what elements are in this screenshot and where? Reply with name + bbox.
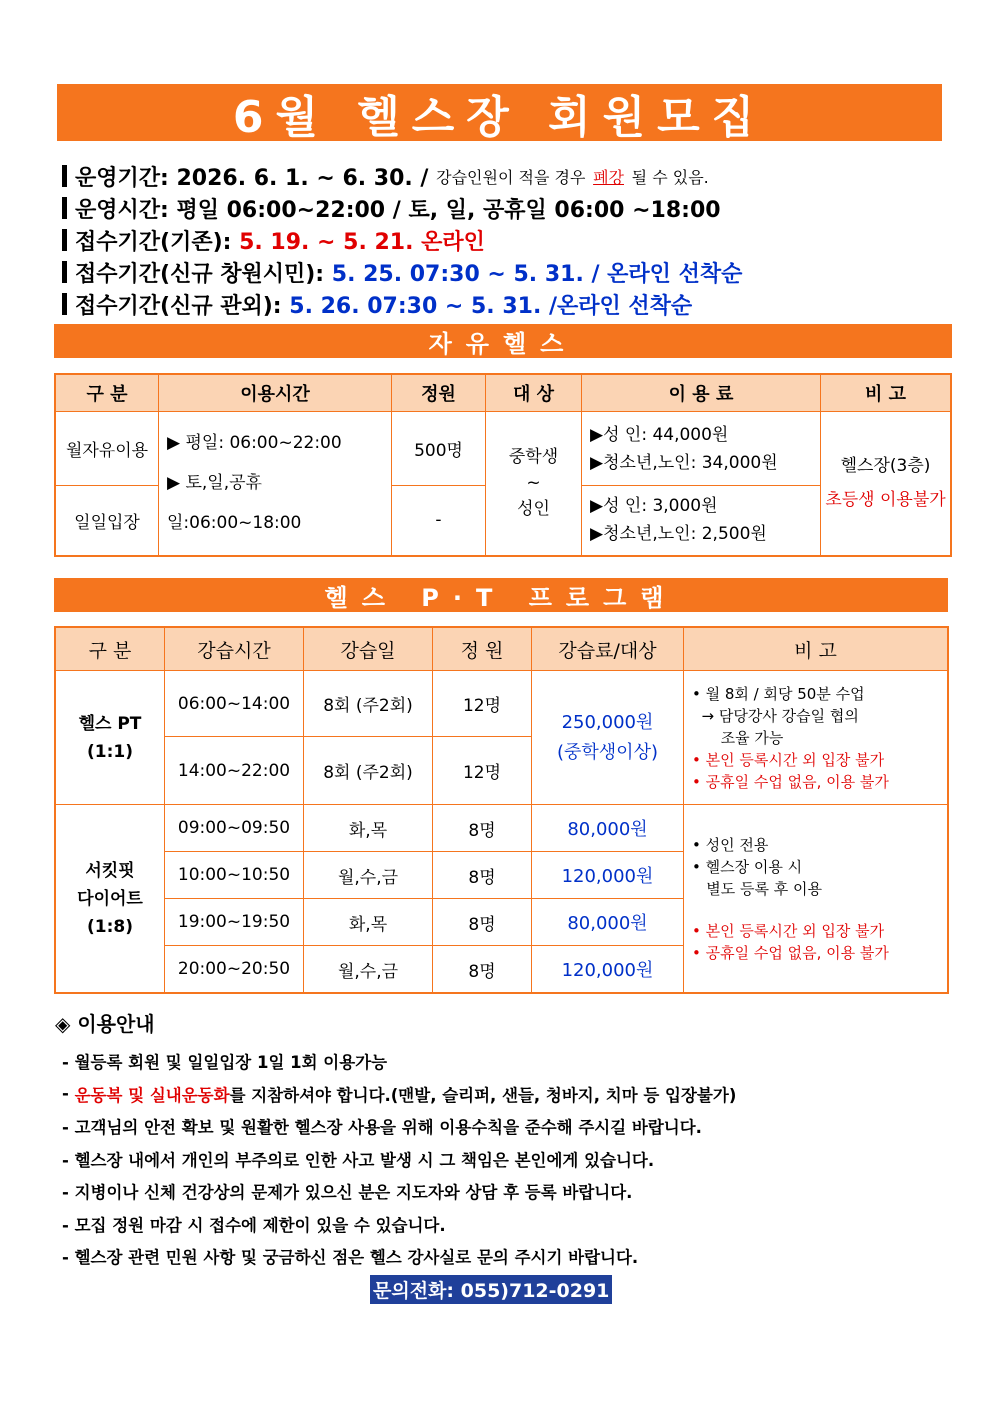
list-item: - 지병이나 신체 건강상의 문제가 있으신 분은 지도자와 상담 후 등록 바랍니다.: [62, 1183, 633, 1203]
guide-title: ◈ 이용안내: [55, 1012, 155, 1036]
table-row: 14:00~22:00 8회 (주2회) 12명: [55, 737, 948, 805]
info-hours: 운영시간: 평일 06:00~22:00 / 토, 일, 공휴일 06:00 ~18:00: [62, 192, 942, 224]
contact-phone: 문의전화: 055)712-0291: [370, 1275, 612, 1304]
table-row: 19:00~19:50 화,목 8명 80,000원: [55, 899, 948, 946]
info-period: 운영기간: 2026. 6. 1. ~ 6. 30. / 강습인원이 적을 경우 폐강 될 수 있음.: [62, 160, 942, 192]
list-item: - 모집 정원 마감 시 접수에 제한이 있을 수 있습니다.: [62, 1215, 446, 1235]
free-health-section-header: 자유헬스: [54, 324, 952, 358]
table-row: 서킷핏 다이어트 (1:8) 09:00~09:50 화,목 8명 80,000원 • 성인 전용 • 헬스장 이용 시 별도 등록 후 이용 • 본인 등록시간 외 입장 불가 • 공휴일 수업 없음, 이용 불가: [55, 805, 948, 852]
table-row: 헬스 PT (1:1) 06:00~14:00 8회 (주2회) 12명 250,000원 (중학생이상) • 월 8회 / 회당 50분 수업 → 담당강사 강습일 협의 조율 가능 • 본인 등록시간 외 입장 불가 • 공휴일 수업 없음, 이용 불가: [55, 671, 948, 737]
list-item: - 운동복 및 실내운동화 를 지참하셔야 합니다.(맨발, 슬리퍼, 샌들, 청바지, 치마 등 입장불가): [62, 1084, 737, 1105]
info-reg-citizen: 접수기간(신규 창원시민): 5. 25. 07:30 ~ 5. 31. / 온라인 선착순: [62, 256, 942, 288]
info-reg-outside: 접수기간(신규 관외): 5. 26. 07:30 ~ 5. 31. /온라인 선착순: [62, 288, 942, 320]
page-title-banner: [57, 84, 942, 141]
table-row: 10:00~10:50 월,수,금 8명 120,000원: [55, 852, 948, 899]
info-reg-existing: 접수기간(기존): 5. 19. ~ 5. 21. 온라인: [62, 224, 942, 256]
circuit-notes: • 성인 전용 • 헬스장 이용 시 별도 등록 후 이용 • 본인 등록시간 외 입장 불가 • 공휴일 수업 없음, 이용 불가: [684, 805, 949, 994]
bullet-bar: [62, 293, 67, 315]
bullet-bar: [62, 165, 67, 187]
info-block: [62, 160, 942, 320]
table-row: 월자유이용 ▶ 평일: 06:00~22:00 ▶ 토,일,공휴일:06:00~18:00 500명 중학생 ~ 성인 ▶성 인: 44,000원 ▶청소년,노인: 34,000원 헬스장(3층) 초등생 이용불가: [55, 412, 951, 486]
table-header-row: 구 분 이용시간 정원 대 상 이 용 료 비 고: [55, 374, 951, 412]
bullet-bar: [62, 261, 67, 283]
pt-section-header: 헬스 P·T 프로그램: [54, 578, 948, 612]
list-item: - 월등록 회원 및 일일입장 1일 1회 이용가능: [62, 1053, 388, 1073]
table-row: 20:00~20:50 월,수,금 8명 120,000원: [55, 946, 948, 994]
free-health-table: [54, 373, 952, 557]
list-item: - 고객님의 안전 확보 및 원활한 헬스장 사용을 위해 이용수칙을 준수해 주시길 바랍니다.: [62, 1118, 702, 1138]
table-row: 일일입장 - ▶성 인: 3,000원 ▶청소년,노인: 2,500원: [55, 486, 951, 556]
cancel-note: 폐강: [593, 167, 624, 187]
pt-notes: • 월 8회 / 회당 50분 수업 → 담당강사 강습일 협의 조율 가능 • 본인 등록시간 외 입장 불가 • 공휴일 수업 없음, 이용 불가: [684, 671, 949, 805]
pt-program-table: [54, 626, 949, 994]
list-item: - 헬스장 내에서 개인의 부주의로 인한 사고 발생 시 그 책임은 본인에게 있습니다.: [62, 1150, 655, 1170]
list-item: - 헬스장 관련 민원 사항 및 궁금하신 점은 헬스 강사실로 문의 주시기 바랍니다.: [62, 1248, 639, 1268]
bullet-bar: [62, 197, 67, 219]
table-header-row: 구 분 강습시간 강습일 정 원 강습료/대상 비 고: [55, 627, 948, 671]
guide-list: [62, 1045, 942, 1273]
page-title: 6월 헬스장 회원모집: [232, 91, 767, 143]
bullet-bar: [62, 229, 67, 251]
